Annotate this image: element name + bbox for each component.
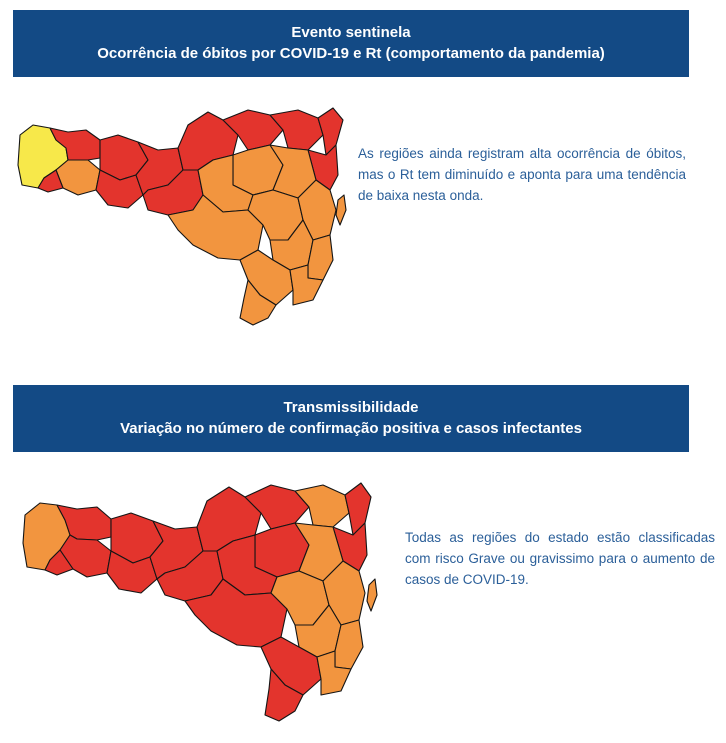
map-region [56,160,100,195]
regional-risk-map-evento-sentinela [8,100,353,338]
section-subtitle: Variação no número de confirmação positiva e casos infectantes [120,420,582,437]
section-title: Evento sentinela [291,24,411,41]
section-subtitle: Ocorrência de óbitos por COVID-19 e Rt (comportamento da pandemia) [97,45,605,62]
map-island [336,195,346,225]
section-banner-evento-sentinela [13,10,689,77]
regional-risk-map-transmissibilidade [15,475,385,740]
section-description: Todas as regiões do estado estão classificadas com risco Grave ou gravissimo para o aumento de casos de COVID-19. [405,530,715,587]
map-region [318,108,343,155]
map-region [345,483,371,535]
section-banner-transmissibilidade [13,385,689,452]
map-island [367,579,377,611]
section-title: Transmissibilidade [283,399,419,416]
section-description: As regiões ainda registram alta ocorrência de óbitos, mas o Rt tem diminuído e aponta para uma tendência de baixa nesta onda. [358,146,686,203]
